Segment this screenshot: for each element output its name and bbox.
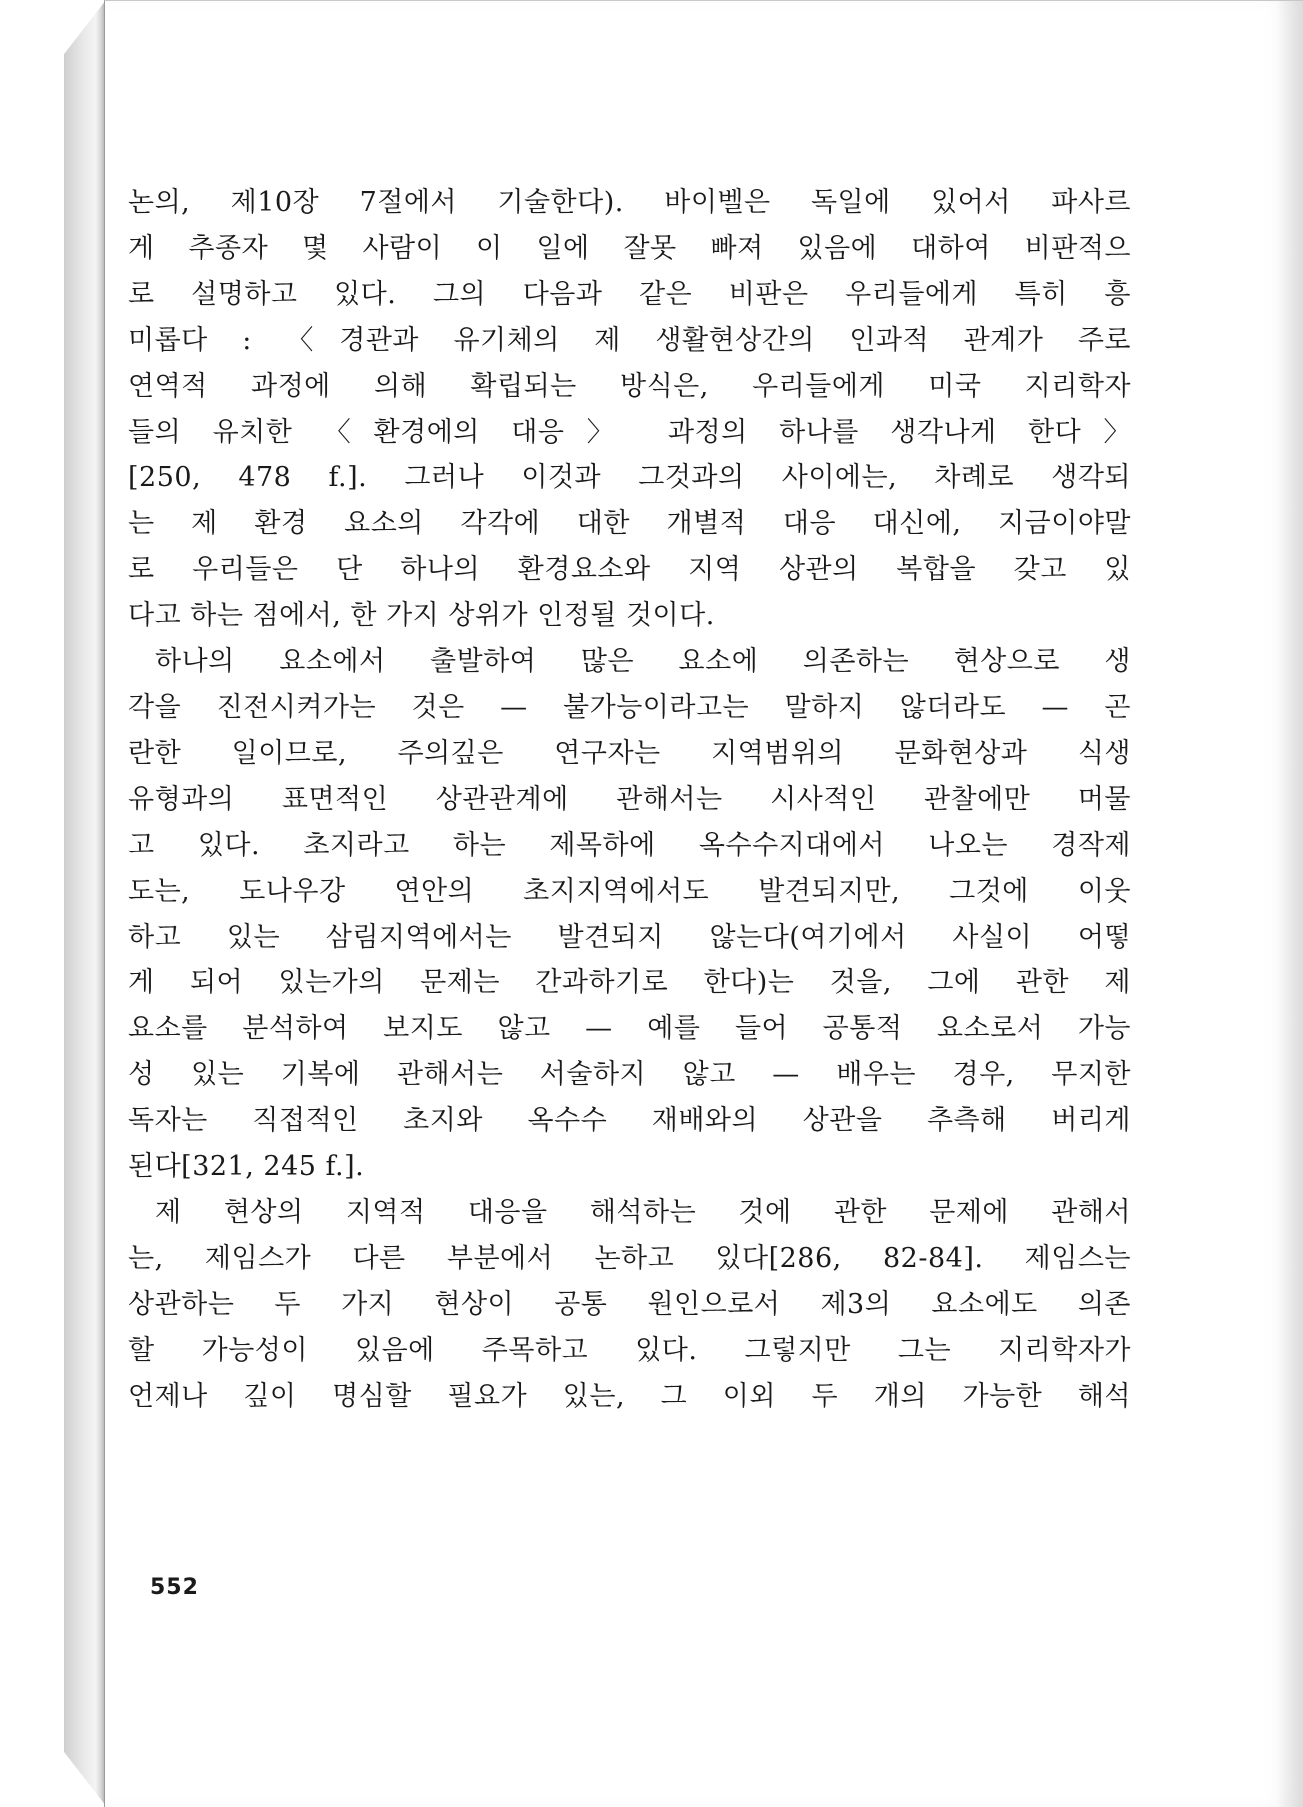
- text-line: 는, 제임스가 다른 부분에서 논하고 있다[286, 82-84]. 제임스는: [128, 1242, 1131, 1274]
- text-line: 연역적 과정에 의해 확립되는 방식은, 우리들에게 미국 지리학자: [128, 370, 1131, 402]
- text-line: 된다[321, 245 f.].: [128, 1151, 365, 1183]
- text-line: 할 가능성이 있음에 주목하고 있다. 그렇지만 그는 지리학자가: [128, 1334, 1131, 1366]
- text-line: 고 있다. 초지라고 하는 제목하에 옥수수지대에서 나오는 경작제: [128, 829, 1131, 861]
- book-spine: [64, 0, 106, 1806]
- text-line: 는 제 환경 요소의 각각에 대한 개별적 대응 대신에, 지금이야말: [128, 508, 1131, 540]
- text-line: 란한 일이므로, 주의깊은 연구자는 지역범위의 문화현상과 식생: [128, 737, 1131, 769]
- body-text: [128, 180, 1131, 1419]
- text-line: 게 추종자 몇 사람이 이 일에 잘못 빠져 있음에 대하여 비판적으: [128, 232, 1131, 264]
- text-line: 들의 유치한 〈환경에의 대응〉 과정의 하나를 생각나게 한다〉: [128, 416, 1131, 448]
- text-line: 하고 있는 삼림지역에서는 발견되지 않는다(여기에서 사실이 어떻: [128, 921, 1131, 953]
- text-line: 상관하는 두 가지 현상이 공통 원인으로서 제3의 요소에도 의존: [128, 1288, 1131, 1320]
- text-line: 유형과의 표면적인 상관관계에 관해서는 시사적인 관찰에만 머물: [128, 783, 1131, 815]
- text-line: 언제나 깊이 명심할 필요가 있는, 그 이외 두 개의 가능한 해석: [128, 1380, 1131, 1412]
- text-line: 요소를 분석하여 보지도 않고 — 예를 들어 공통적 요소로서 가능: [128, 1013, 1131, 1045]
- page-number: 552: [150, 1575, 199, 1600]
- text-line: 각을 진전시켜가는 것은 — 불가능이라고는 말하지 않더라도 — 곤: [128, 691, 1131, 723]
- text-line: 미롭다 : 〈경관과 유기체의 제 생활현상간의 인과적 관계가 주로: [128, 324, 1131, 356]
- text-line: 로 설명하고 있다. 그의 다음과 같은 비판은 우리들에게 특히 흥: [128, 278, 1131, 310]
- text-line: 성 있는 기복에 관해서는 서술하지 않고 — 배우는 경우, 무지한: [128, 1059, 1131, 1091]
- text-line: 로 우리들은 단 하나의 환경요소와 지역 상관의 복합을 갖고 있: [128, 554, 1131, 586]
- text-line: 다고 하는 점에서, 한 가지 상위가 인정될 것이다.: [128, 600, 715, 632]
- text-line: 논의, 제10장 7절에서 기술한다). 바이벨은 독일에 있어서 파사르: [128, 187, 1131, 218]
- text-line: [250, 478 f.]. 그러나 이것과 그것과의 사이에는, 차례로 생각되: [128, 462, 1131, 494]
- text-line: 독자는 직접적인 초지와 옥수수 재배와의 상관을 추측해 버리게: [128, 1105, 1131, 1137]
- text-line: 게 되어 있는가의 문제는 간과하기로 한다)는 것을, 그에 관한 제: [128, 967, 1131, 999]
- paragraph-1: [128, 180, 1131, 639]
- paragraph-2: [128, 639, 1131, 1190]
- text-line: 하나의 요소에서 출발하여 많은 요소에 의존하는 현상으로 생: [155, 646, 1131, 678]
- paragraph-3: [128, 1190, 1131, 1420]
- text-line: 도는, 도나우강 연안의 초지지역에서도 발견되지만, 그것에 이웃: [128, 875, 1131, 907]
- text-line: 제 현상의 지역적 대응을 해석하는 것에 관한 문제에 관해서: [155, 1196, 1131, 1228]
